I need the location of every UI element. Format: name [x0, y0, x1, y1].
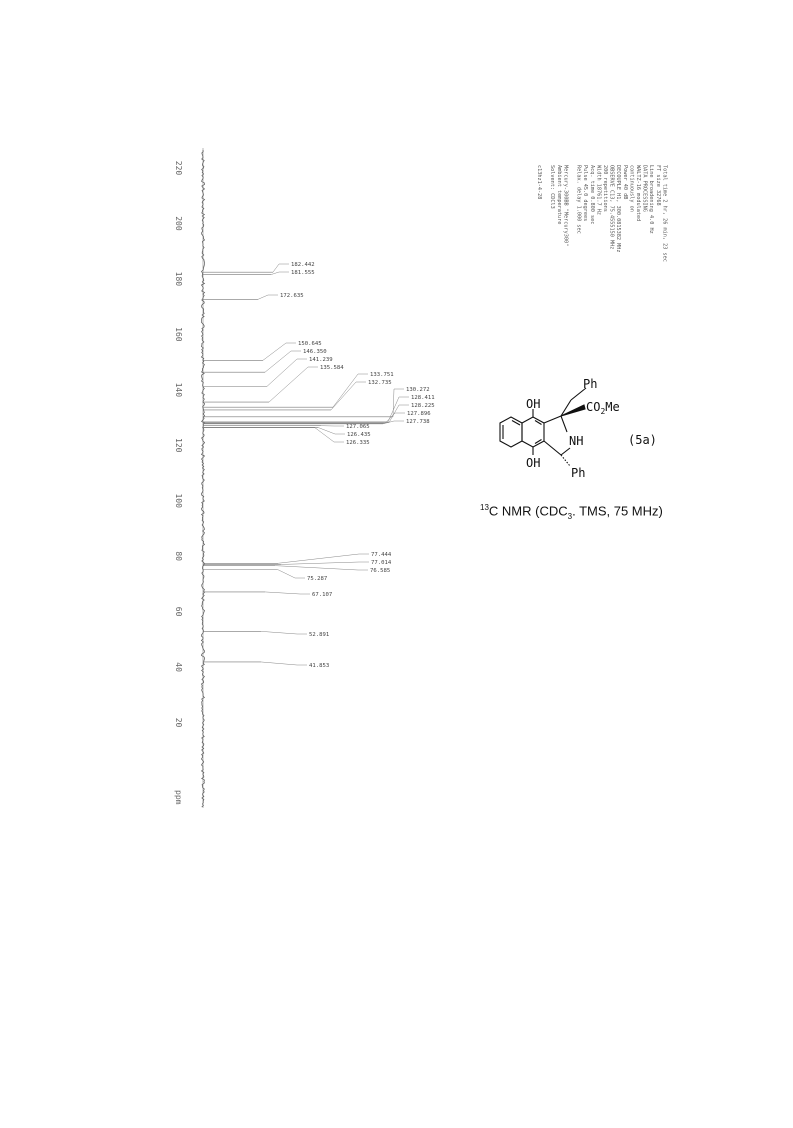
- peak-label: 126.435: [347, 432, 371, 438]
- peak-label: 77.444: [371, 552, 392, 558]
- peak-label: 127.065: [346, 424, 370, 430]
- peak-label: 127.896: [407, 411, 431, 417]
- peak-leader: [261, 631, 307, 634]
- oh-top-label: OH: [526, 397, 540, 411]
- peak-label: 76.585: [370, 568, 390, 574]
- peak-label: 141.239: [309, 357, 333, 363]
- parameter-line: WALTZ-16 modulated: [635, 165, 641, 221]
- peak-label: 128.411: [411, 395, 435, 401]
- peak-lines: [203, 272, 393, 662]
- phenyl-label: Ph: [571, 466, 585, 480]
- parameter-line: DATA PROCESSING: [642, 165, 648, 212]
- peak-label: 126.335: [346, 440, 370, 446]
- peak-leader: [275, 566, 368, 570]
- peak-label: 146.350: [303, 349, 327, 355]
- oh-bottom-label: OH: [526, 456, 540, 470]
- peak-label: 67.107: [312, 592, 332, 598]
- parameter-line: FT size 32768: [655, 165, 661, 206]
- caption-isotope: 13: [480, 503, 489, 512]
- parameter-line: continuously on: [628, 165, 634, 212]
- parameter-line: Relax. delay 1.000 sec: [576, 165, 582, 234]
- parameter-line: c13hz1-4-28: [536, 165, 542, 199]
- axis-tick-label: 220: [174, 161, 183, 176]
- peak-label: 150.645: [298, 341, 322, 347]
- peak-leader: [261, 662, 307, 665]
- peak-leader: [263, 343, 296, 360]
- ring-bond: [544, 441, 561, 455]
- peak-label: 172.635: [280, 293, 304, 299]
- parameter-line: Width 18761.7 Hz: [595, 165, 601, 215]
- peak-leader: [269, 367, 318, 402]
- central-ring: [522, 417, 544, 447]
- peak-label: 135.584: [320, 365, 344, 371]
- axis-tick-label: 80: [174, 551, 183, 561]
- parameter-line: Mercury-300BB "Mercury300": [562, 165, 568, 246]
- peak-leader: [273, 264, 289, 272]
- parameter-line: Solvent: CDCl3: [549, 165, 555, 209]
- peak-leader: [265, 351, 301, 372]
- phenyl-hashed-bond: [561, 455, 570, 466]
- parameter-line: Power 40 dB: [622, 165, 628, 199]
- axis-tick-label: 100: [174, 494, 183, 509]
- structure-labels: [526, 377, 657, 480]
- axis-tick-label: 120: [174, 438, 183, 453]
- parameter-line: Pulse 45.0 degrees: [582, 165, 588, 221]
- axis-tick-label: 40: [174, 662, 183, 672]
- axis-tick-label: 160: [174, 327, 183, 342]
- peak-label: 128.225: [411, 403, 435, 409]
- ring-bond: [561, 448, 570, 455]
- peak-leader: [315, 428, 344, 442]
- peak-label: 77.014: [371, 560, 392, 566]
- compound-structure: [500, 388, 586, 466]
- caption-subscript: 3: [568, 512, 572, 521]
- peak-label: 132.735: [368, 380, 392, 386]
- ring-bond: [544, 416, 561, 423]
- parameter-line: OBSERVE C13, 75.4555150 MHz: [609, 165, 615, 249]
- peak-label: 127.738: [406, 419, 430, 425]
- spectrum-caption: [480, 503, 700, 521]
- peak-label: 133.751: [370, 372, 394, 378]
- peak-leader: [281, 562, 369, 564]
- benzyl-ph-label: Ph: [583, 377, 597, 391]
- peak-label: 182.442: [291, 262, 315, 268]
- compound-id: (5a): [628, 433, 657, 447]
- peak-label: 41.853: [309, 663, 329, 669]
- parameter-line: Line broadening 4.0 Hz: [648, 165, 654, 234]
- caption-main: C NMR (CDC: [489, 503, 568, 518]
- peak-labels: [280, 262, 435, 669]
- ring-bond: [561, 416, 567, 432]
- peak-leader: [265, 592, 310, 594]
- axis-unit-label: ppm: [174, 790, 183, 805]
- nh-label: NH: [569, 434, 583, 448]
- peak-leader: [277, 569, 305, 578]
- parameter-line: Total time 2 hr, 26 min, 23 sec: [661, 165, 667, 262]
- peak-label: 181.555: [291, 270, 315, 276]
- parameter-line: Acq. time 0.800 sec: [589, 165, 595, 224]
- parameter-line: 200 repetitions: [602, 165, 608, 212]
- peak-label: 75.287: [307, 576, 327, 582]
- axis-tick-label: 180: [174, 272, 183, 287]
- ester-label: $CO_2Me$: [586, 400, 620, 416]
- parameter-line: DECOUPLE H1, 300.0815382 MHz: [615, 165, 621, 252]
- acquisition-parameters: [536, 165, 667, 262]
- peak-label: 52.891: [309, 632, 329, 638]
- axis-tick-label: 60: [174, 607, 183, 617]
- peak-leader: [267, 359, 307, 386]
- peak-label: 130.272: [406, 387, 430, 393]
- axis-tick-label: 200: [174, 216, 183, 231]
- axis-tick-label: 20: [174, 718, 183, 728]
- axis-tick-label: 140: [174, 383, 183, 398]
- peak-leader: [271, 272, 289, 275]
- parameter-line: Ambient temperature: [556, 165, 562, 224]
- peak-leader-lines: [258, 264, 409, 665]
- caption-rest: . TMS, 75 MHz): [572, 503, 663, 518]
- axis-tick-labels: [174, 161, 183, 728]
- peak-leader: [258, 295, 278, 299]
